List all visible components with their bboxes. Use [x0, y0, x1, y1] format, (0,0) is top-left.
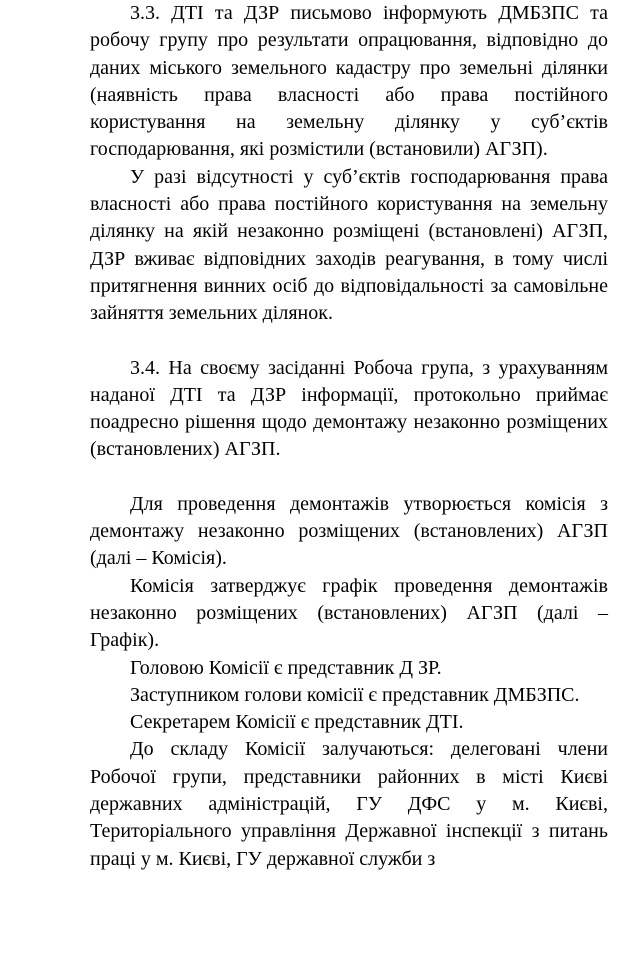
paragraph-commission-members: До складу Комісії залучаються: делеговані члени Робочої групи, представники районних в місті Києві державних адміністрацій, ГУ ДФС у м. Києві, Територіального управління Державної інспекції з питань праці у м. Києві, ГУ державної служби з [90, 738, 608, 870]
paragraph-3-3: 3.3. ДТІ та ДЗР письмово інформують ДМБЗПС та робочу групу про результати опрацювання, відповідно до даних міського земельного кадастру про земельні ділянки (наявність права власності або права постійного користування на земельну ділянку у суб’єктів господарювання, які розмістили (встановили) АГЗП). [90, 2, 608, 161]
document-body [90, 0, 608, 873]
paragraph-3-4: 3.4. На своєму засіданні Робоча група, з урахуванням наданої ДТІ та ДЗР інформації, протокольно приймає поадресно рішення щодо демонтажу незаконно розміщених (встановлених) АГЗП. [90, 356, 608, 461]
paragraph-deputy-head: Заступником голови комісії є представник ДМБЗПС. [130, 683, 580, 706]
paragraph-commission-creation: Для проведення демонтажів утворюється комісія з демонтажу незаконно розміщених (встановлених) АГЗП (далі – Комісія). [90, 492, 608, 570]
paragraph-secretary: Секретарем Комісії є представник ДТІ. [130, 711, 464, 734]
paragraph-absence-of-rights: У разі відсутності у суб’єктів господарювання права власності або права постійного користування на земельну ділянку на якій незаконно розміщені (встановлені) АГЗП, ДЗР вживає відповідних заходів реагування, в тому числі притягнення винних осіб до відповідальності за самовільне зайняття земельних ділянок. [90, 165, 608, 325]
paragraph-commission-head: Головою Комісії є представник Д ЗР. [130, 656, 442, 679]
paragraph-commission-schedule: Комісія затверджує графік проведення демонтажів незаконно розміщених (встановлених) АГЗП (далі – Графік). [90, 574, 608, 652]
